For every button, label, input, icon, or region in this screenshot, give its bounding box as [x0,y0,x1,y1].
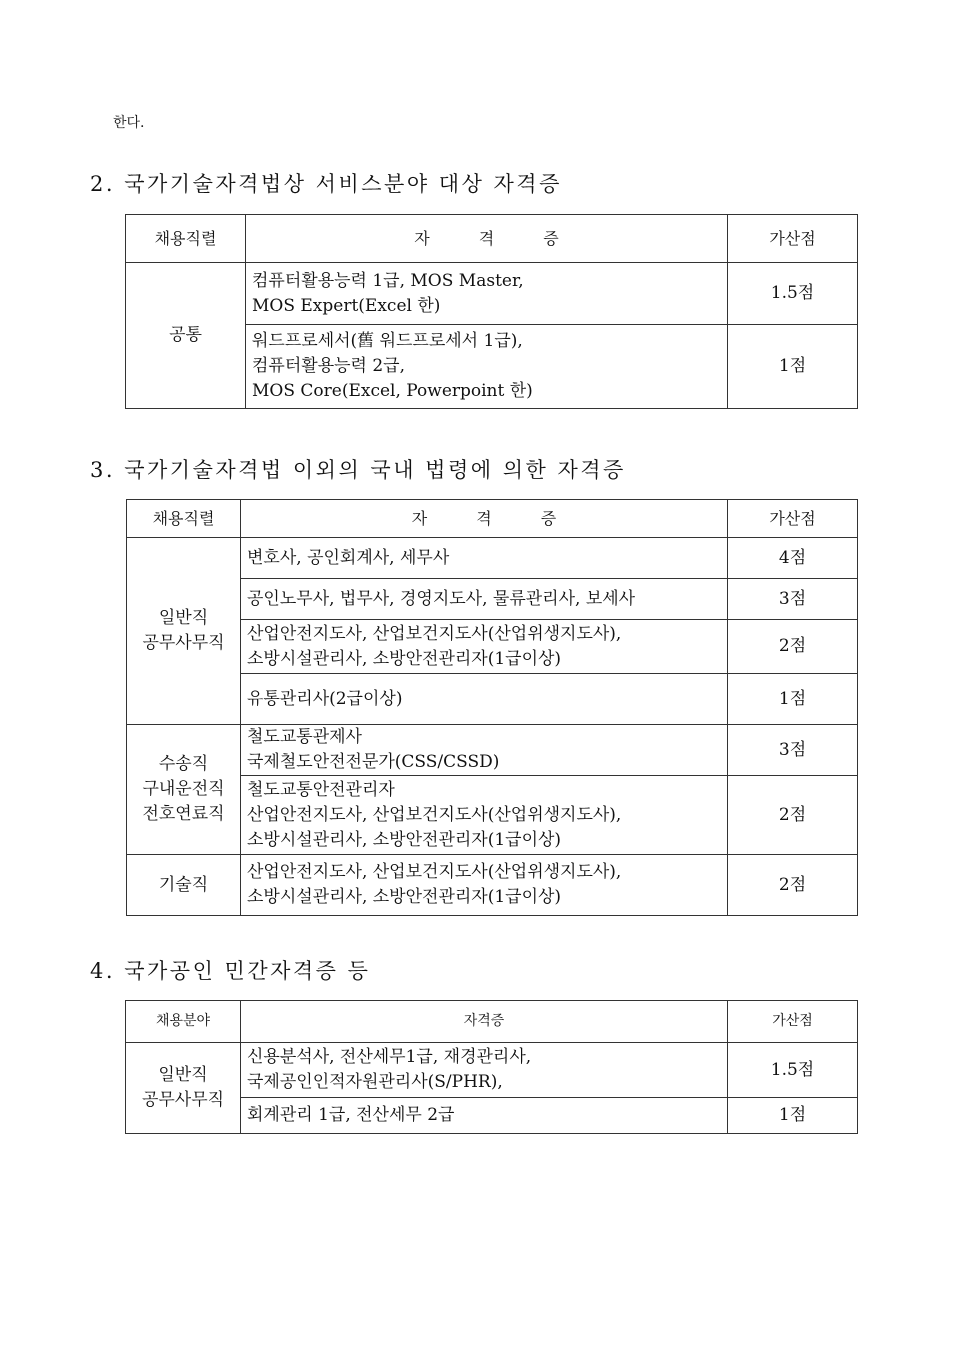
certificate-line: 산업안전지도사, 산업보건지도사(산업위생지도사), [247,862,622,882]
points-cell: 2점 [728,855,858,916]
points-cell: 1점 [728,674,858,725]
certificate-line: 철도교통안전관리자 [247,779,395,800]
certificate-line: MOS Core(Excel, Powerpoint 한) [252,381,533,401]
role-cell: 공통 [126,263,246,409]
points-cell: 2점 [728,620,858,674]
certificate-cell [241,725,728,776]
role-line: 기술직 [158,874,209,895]
certificate-line: 변호사, 공인회계사, 세무사 [247,547,450,568]
certificate-line: 소방시설관리사, 소방안전관리자(1급이상) [247,829,562,850]
certificate-line: MOS Expert(Excel 한) [252,295,441,316]
points-cell: 1점 [728,325,858,409]
points-cell: 1점 [728,1098,858,1134]
certificate-line: 소방시설관리사, 소방안전관리자(1급이상) [247,648,562,669]
certificate-cell [241,538,728,579]
header-role: 채용분야 [126,1001,241,1043]
header-points: 가산점 [728,1001,858,1043]
role-line: 공무사무직 [142,633,225,653]
certificate-cell [246,325,728,409]
header-points: 가산점 [728,215,858,263]
certificate-line: 산업안전지도사, 산업보건지도사(산업위생지도사), [247,804,622,825]
points-cell: 1.5점 [728,1043,858,1098]
lead-text: 한다. [113,115,145,131]
role-line: 공무사무직 [141,1090,225,1110]
points-cell: 3점 [728,725,858,776]
section2-heading: 2. 국가기술자격법상 서비스분야 대상 자격증 [90,172,562,196]
role-cell [127,855,241,916]
certificate-cell [241,1043,728,1098]
section3-heading: 3. 국가기술자격법 이외의 국내 법령에 의한 자격증 [90,458,626,482]
certificate-cell [246,263,728,325]
role-line: 전호연료직 [142,804,225,824]
certificate-line: 유통관리사(2급이상) [247,688,403,709]
header-certificate: 자 격 증 [411,509,579,528]
points-cell: 3점 [728,579,858,620]
certificate-cell [241,674,728,725]
certificate-line: 컴퓨터활용능력 2급, [252,356,405,376]
certificate-cell [241,855,728,916]
header-role: 채용직렬 [126,215,246,263]
certificate-line: 신용분석사, 전산세무1급, 재경관리사, [247,1047,532,1067]
section4-heading: 4. 국가공인 민간자격증 등 [90,959,371,983]
certificate-cell [241,1098,728,1134]
role-line: 일반직 [158,608,209,628]
role-line: 구내운전직 [142,779,225,799]
certificate-cell [241,620,728,674]
section3-table [126,499,858,916]
header-certificate: 자격증 [241,1001,728,1043]
section4-table [125,1000,858,1134]
certificate-line: 공인노무사, 법무사, 경영지도사, 물류관리사, 보세사 [247,588,636,609]
header-role: 채용직렬 [127,500,241,538]
certificate-cell [241,776,728,855]
role-line: 일반직 [158,1065,208,1085]
role-cell [127,725,241,855]
role-cell [126,1043,241,1134]
role-line: 수송직 [158,754,209,774]
section2-table [125,214,858,409]
points-cell: 2점 [728,776,858,855]
points-cell: 1.5점 [728,263,858,325]
certificate-line: 철도교통관제사 [247,727,362,747]
points-cell: 4점 [728,538,858,579]
certificate-line: 소방시설관리사, 소방안전관리자(1급이상) [247,887,562,907]
certificate-line: 산업안전지도사, 산업보건지도사(산업위생지도사), [247,623,622,644]
certificate-line: 워드프로세서(舊 워드프로세서 1급), [252,331,523,351]
certificate-line: 국제공인인적자원관리사(S/PHR), [247,1072,503,1092]
header-points: 가산점 [728,500,858,538]
certificate-line: 컴퓨터활용능력 1급, MOS Master, [252,270,524,291]
header-certificate: 자 격 증 [414,229,581,248]
certificate-line: 국제철도안전전문가(CSS/CSSD) [247,752,500,772]
certificate-line: 회계관리 1급, 전산세무 2급 [247,1105,455,1125]
certificate-cell [241,579,728,620]
role-cell [127,538,241,725]
